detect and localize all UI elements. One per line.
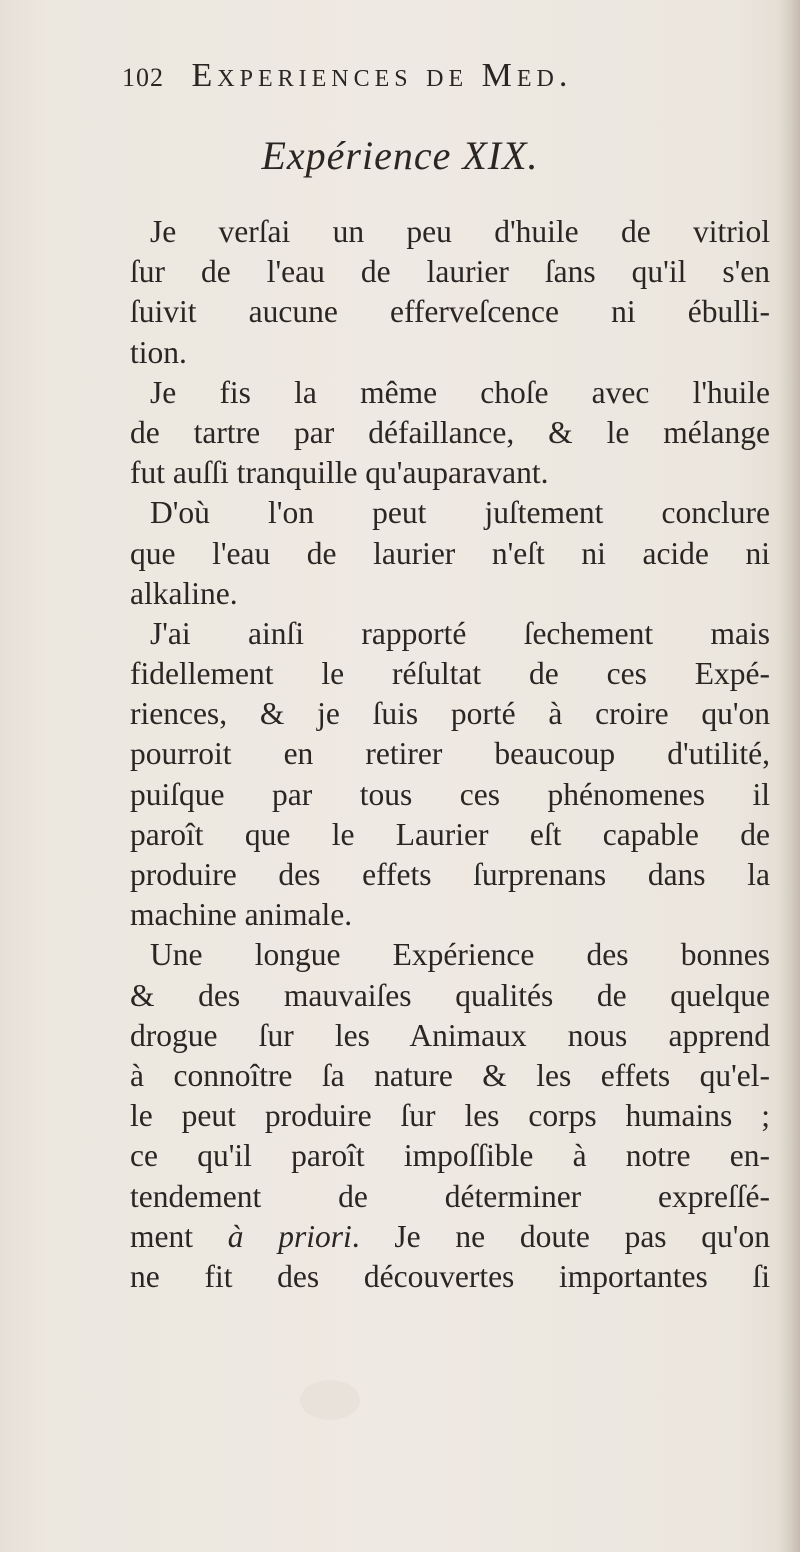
text-line: Je verſai un peu d'huile de vitriol [150, 214, 770, 249]
text-line: riences, & je ſuis porté à croire qu'on [130, 696, 770, 732]
text-line: ce qu'il paroît impoſſible à notre en- [130, 1138, 770, 1174]
text-line: tion. [130, 334, 187, 370]
text-line: le peut produire ſur les corps humains ; [130, 1098, 770, 1134]
text-line: D'où l'on peut juſtement conclure [150, 495, 770, 531]
text-segment: . Je ne doute pas qu'on [351, 1218, 770, 1254]
text-line: Je fis la même choſe avec l'huile [150, 374, 770, 410]
text-line: pourroit en retirer beaucoup d'utilité, [130, 736, 770, 772]
text-line: produire des effets ſurprenans dans la [130, 857, 770, 892]
running-head [122, 52, 682, 100]
text-line: & des mauvaiſes qualités de quelque [130, 977, 770, 1013]
text-line: J'ai ainſi rapporté ſechement mais [150, 615, 770, 651]
text-line: ne fit des découvertes importantes ſi [130, 1258, 770, 1294]
paper-stain [300, 1380, 360, 1420]
text-line: tendement de déterminer expreſſé- [130, 1178, 770, 1214]
body-text [130, 212, 770, 1297]
text-line: que l'eau de laurier n'eſt ni acide ni [130, 535, 770, 571]
text-line: drogue ſur les Animaux nous apprend [130, 1017, 770, 1053]
text-line: ſuivit aucune efferveſcence ni ébulli- [130, 294, 770, 330]
text-line: paroît que le Laurier eſt capable de [130, 816, 770, 852]
page-number: 102 [122, 63, 164, 92]
text-line: de tartre par défaillance, & le mélange [130, 414, 770, 450]
text-line: puiſque par tous ces phénomenes il [130, 776, 770, 812]
text-line: ſur de l'eau de laurier ſans qu'il s'en [130, 254, 770, 290]
italic-phrase: à priori [227, 1218, 352, 1254]
section-heading: Expérience XIX. [261, 133, 539, 178]
text-line: Une longue Expérience des bonnes [150, 937, 770, 973]
text-line: alkaline. [130, 575, 238, 611]
text-line: fidellement le réſultat de ces Expé- [130, 656, 770, 692]
text-line [130, 1217, 770, 1257]
text-segment: ment [130, 1218, 228, 1254]
page-edge [778, 0, 800, 1552]
text-line: à connoître ſa nature & les effets qu'el- [130, 1057, 770, 1093]
text-line: fut auſſi tranquille qu'auparavant. [130, 455, 549, 491]
running-head-title: Experiences de Med. [191, 57, 573, 94]
text-line: machine animale. [130, 897, 353, 933]
